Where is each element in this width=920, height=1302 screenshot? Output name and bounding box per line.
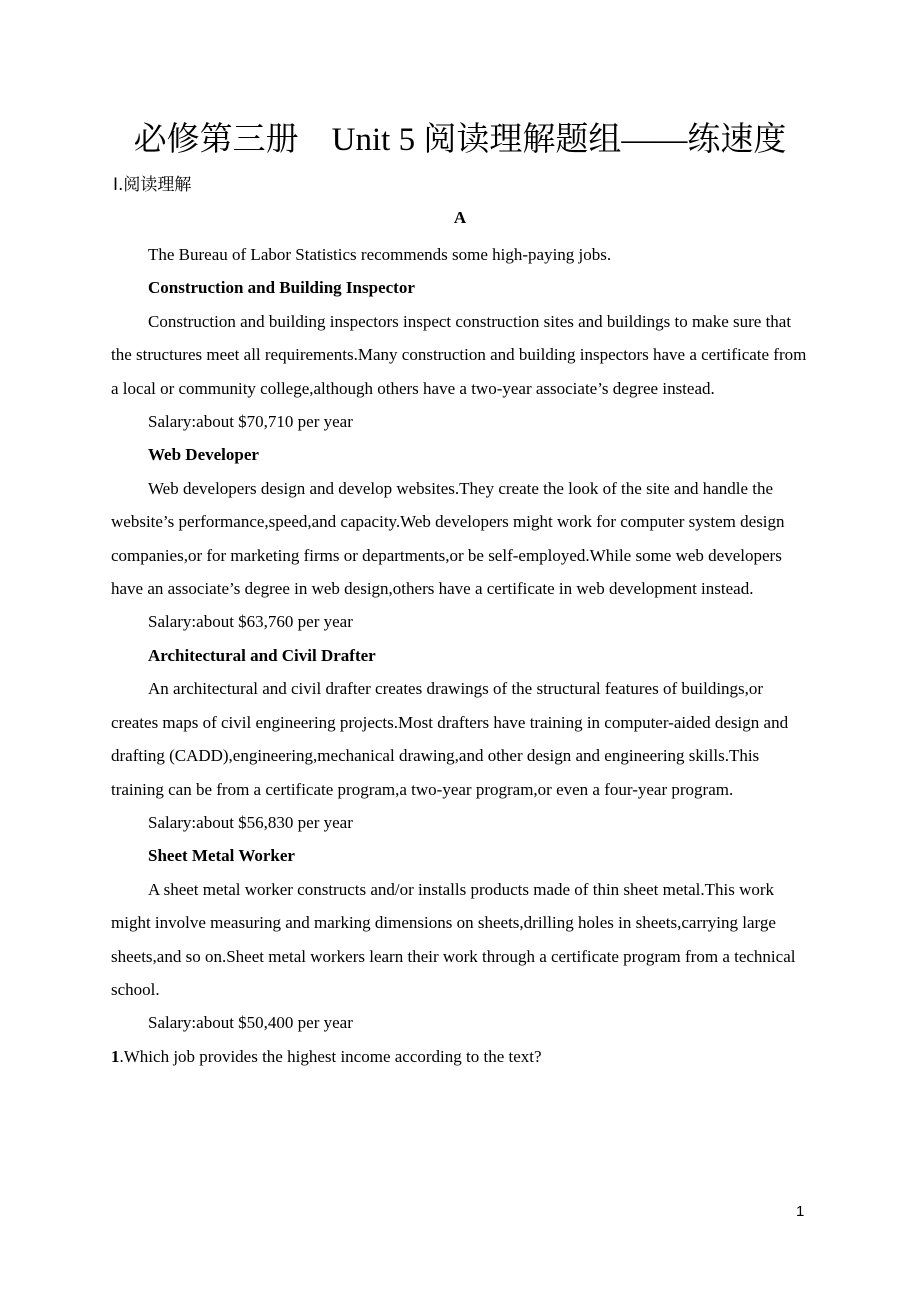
job-title: Sheet Metal Worker — [148, 846, 295, 866]
job-description: An architectural and civil drafter creates drawings of the structural features of buildings,or creates maps of civil engineering projects.Most drafters have training in computer-aided design and drafting (CADD),engineering,mechanical drawing,and other design and engineering skills.This training can be from a certificate program,a two-year program,or even a four-year program. — [111, 679, 789, 799]
job-salary: Salary:about $56,830 per year — [148, 812, 353, 832]
job-description: A sheet metal worker constructs and/or installs products made of thin sheet metal.This work might involve measuring and marking dimensions on sheets,drilling holes in sheets,carrying large sheets,and so on.Sheet metal workers learn their work through a certificate program from a technical school. — [111, 879, 796, 999]
job-salary: Salary:about $70,710 per year — [148, 412, 353, 432]
job-title: Web Developer — [148, 445, 259, 465]
question-text: .Which job provides the highest income according to the text? — [119, 1046, 542, 1066]
job-description: Web developers design and develop websites.They create the look of the site and handle the website’s performance,speed,and capacity.Web developers might work for computer system design companies,or for marketing firms or departments,or be self-employed.While some web developers have an associate’s degree in web design,others have a certificate in web development instead. — [111, 478, 785, 599]
passage-body — [111, 238, 811, 1073]
page-number: 1 — [796, 1203, 805, 1220]
job-salary: Salary:about $50,400 per year — [148, 1013, 353, 1033]
section-heading: Ⅰ.阅读理解 — [113, 175, 192, 195]
job-salary: Salary:about $63,760 per year — [148, 612, 353, 632]
question-1 — [111, 1040, 811, 1073]
job-description: Construction and building inspectors inspect construction sites and buildings to make sure that the structures meet all requirements.Many construction and building inspectors have a certificate from a local or community college,although others have a two-year associate’s degree instead. — [111, 311, 807, 398]
passage-intro: The Bureau of Labor Statistics recommends some high-paying jobs. — [148, 245, 612, 264]
question-number: 1 — [111, 1046, 120, 1066]
document-title: 必修第三册 Unit 5 阅读理解题组——练速度 — [133, 122, 787, 158]
job-title: Construction and Building Inspector — [148, 278, 415, 298]
passage-label: A — [453, 208, 467, 227]
job-title: Architectural and Civil Drafter — [148, 645, 376, 665]
